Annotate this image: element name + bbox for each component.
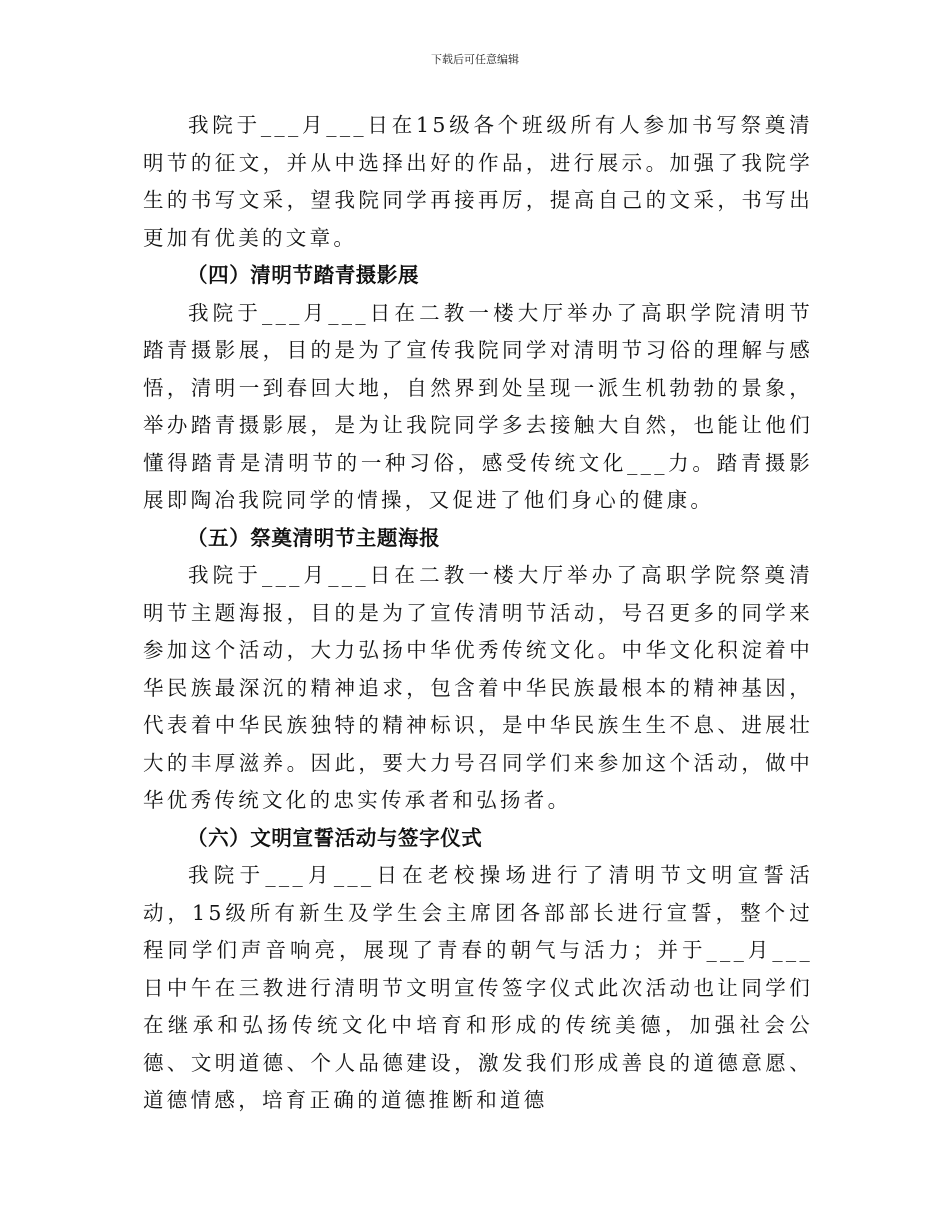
paragraph-essay-contest: 我院于___月___日在15级各个班级所有人参加书写祭奠清明节的征文，并从中选择出好的作品，进行展示。加强了我院学生的书写文采，望我院同学再接再厉，提高自己的文采，书写出更加有优美的文章。 [143, 113, 813, 250]
paragraph-theme-poster: 我院于___月___日在二教一楼大厅举办了高职学院祭奠清明节主题海报，目的是为了宣传清明节活动，号召更多的同学来参加这个活动，大力弘扬中华优秀传统文化。中华文化积淀着中华民族最深沉的精神追求，包含着中华民族最根本的精神基因，代表着中华民族独特的精神标识，是中华民族生生不息、进展壮大的丰厚滋养。因此，要大力号召同学们来参加这个活动，做中华优秀传统文化的忠实传承者和弘扬者。 [143, 563, 813, 812]
section-heading-theme-poster: （五）祭奠清明节主题海报 [187, 525, 441, 550]
section-heading-oath-signing: （六）文明宣誓活动与签字仪式 [187, 825, 483, 850]
paragraph-photo-exhibition: 我院于___月___日在二教一楼大厅举办了高职学院清明节踏青摄影展，目的是为了宣传我院同学对清明节习俗的理解与感悟，清明一到春回大地，自然界到处呈现一派生机勃勃的景象，举办踏青摄影展，是为让我院同学多去接触大自然，也能让他们懂得踏青是清明节的一种习俗，感受传统文化___力。踏青摄影展即陶冶我院同学的情操，又促进了他们身心的健康。 [143, 300, 813, 512]
document-body [143, 107, 813, 1120]
section-heading-photo-exhibition: （四）清明节踏青摄影展 [187, 263, 420, 287]
paragraph-oath-signing: 我院于___月___日在老校操场进行了清明节文明宣誓活动，15级所有新生及学生会主席团各部部长进行宣誓，整个过程同学们声音响亮，展现了青春的朝气与活力；并于___月___日中午在三教进行清明节文明宣传签字仪式此次活动也让同学们在继承和弘扬传统文化中培育和形成的传统美德，加强社会公德、文明道德、个人品德建设，激发我们形成善良的道德意愿、道德情感，培育正确的道德推断和道德 [143, 863, 813, 1112]
page-header-note: 下载后可任意编辑 [431, 53, 519, 66]
